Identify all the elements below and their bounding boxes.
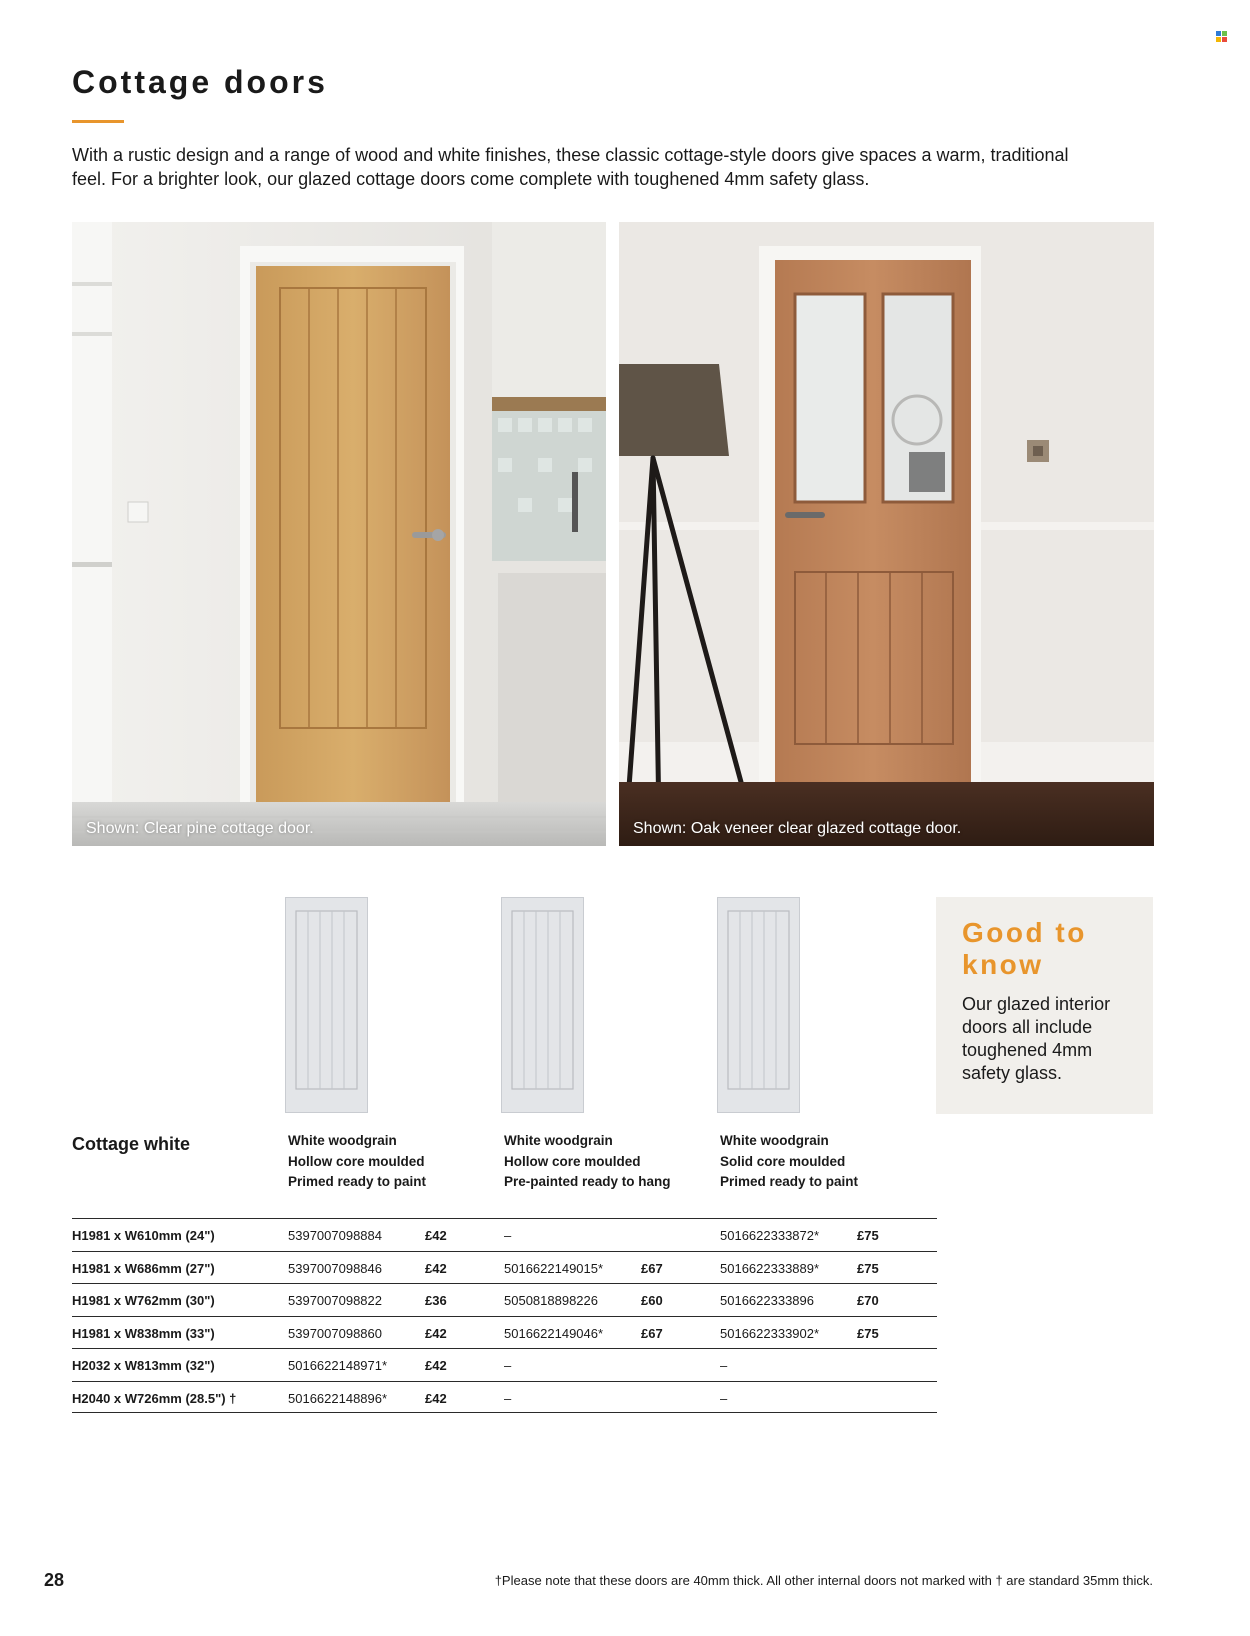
price-cell: £36 [425,1293,447,1308]
column-description-line: White woodgrain [504,1133,613,1148]
column-description-line: Primed ready to paint [720,1174,859,1189]
good-to-know-title: Good to know [962,917,1087,980]
price-cell: £75 [857,1260,879,1276]
footnote: †Please note that these doors are 40mm thick. All other internal doors not marked with † are standard 35mm thick. [494,1573,1153,1588]
door-thumbnail-image [501,897,584,1113]
column-description-line: White woodgrain [288,1133,397,1148]
price-cell: £75 [857,1325,879,1341]
column-description-line: Primed ready to paint [288,1174,427,1189]
photo-caption: Shown: Clear pine cottage door. [86,820,314,837]
page-number: 28 [44,1570,65,1590]
product-code-cell: 5397007098884 [288,1228,382,1243]
size-cell: H1981 x W838mm (33") [72,1325,215,1341]
price-cell: £67 [641,1260,663,1276]
column-description [288,1131,498,1193]
table-row [72,1251,937,1284]
table-row [72,1316,937,1349]
price-cell: £42 [425,1325,447,1341]
intro-paragraph: With a rustic design and a range of wood and white finishes, these classic cottage-style doors give spaces a warm, traditional feel. For a brighter look, our glazed cottage doors come complete with toughened 4mm safety glass. [72,145,1069,189]
door-thumbnail-image [717,897,800,1113]
product-code-cell: 5397007098846 [288,1260,382,1276]
product-code-cell: 5397007098860 [288,1325,382,1341]
table-row [72,1348,937,1381]
size-cell: H1981 x W762mm (30") [72,1293,215,1308]
price-cell: £60 [641,1293,663,1308]
column-description-line: White woodgrain [720,1133,829,1148]
good-to-know-text: Our glazed interior doors all include toughened 4mm safety glass. [962,994,1111,1083]
column-description [720,1131,930,1193]
size-cell: H2040 x W726mm (28.5") † [72,1390,237,1406]
size-cell: H2032 x W813mm (32") [72,1358,215,1373]
product-code-cell: – [720,1358,728,1373]
photo-caption: Shown: Oak veneer clear glazed cottage door. [633,820,962,837]
good-to-know-box [936,897,1153,1114]
column-description-line: Hollow core moulded [288,1153,425,1169]
product-code-cell: 5016622333902* [720,1325,820,1341]
column-description-line: Pre-painted ready to hang [504,1174,671,1189]
product-code-cell: 5016622333889* [720,1260,820,1276]
photo-pine-cottage-door [72,222,606,846]
price-cell: £42 [425,1260,447,1276]
size-cell: H1981 x W686mm (27") [72,1260,215,1276]
price-cell: £42 [425,1228,447,1243]
column-description-line: Hollow core moulded [504,1153,641,1169]
page-title: Cottage doors [72,64,328,100]
size-cell: H1981 x W610mm (24") [72,1228,215,1243]
price-cell: £75 [857,1228,879,1243]
product-code-cell: 5016622333872* [720,1228,820,1243]
product-code-cell: – [504,1228,512,1243]
door-thumbnail-solid-core [717,897,800,1113]
price-cell: £67 [641,1325,663,1341]
column-description-line: Solid core moulded [720,1153,846,1169]
product-code-cell: 5050818898226 [504,1293,598,1308]
product-code-cell: 5016622149046* [504,1325,604,1341]
price-cell: £42 [425,1358,447,1373]
door-thumbnail-primed [285,897,368,1113]
product-code-cell: 5016622333896 [720,1293,814,1308]
table-row [72,1381,937,1414]
door-thumbnail-prepainted [501,897,584,1113]
table-row [72,1218,937,1251]
range-name: Cottage white [72,1134,191,1154]
price-cell: £42 [425,1390,447,1406]
price-cell: £70 [857,1293,879,1308]
brand-logo [1216,31,1228,43]
price-table [72,1218,937,1413]
product-code-cell: 5016622148896* [288,1390,388,1406]
product-code-cell: 5016622149015* [504,1260,604,1276]
photo-oak-glazed-cottage-door [619,222,1154,846]
title-underline [72,120,124,123]
product-code-cell: – [720,1390,728,1406]
column-description [504,1131,714,1193]
table-row [72,1283,937,1316]
product-code-cell: – [504,1390,512,1406]
product-code-cell: 5016622148971* [288,1358,388,1373]
product-code-cell: 5397007098822 [288,1293,382,1308]
product-code-cell: – [504,1358,512,1373]
door-thumbnail-image [285,897,368,1113]
